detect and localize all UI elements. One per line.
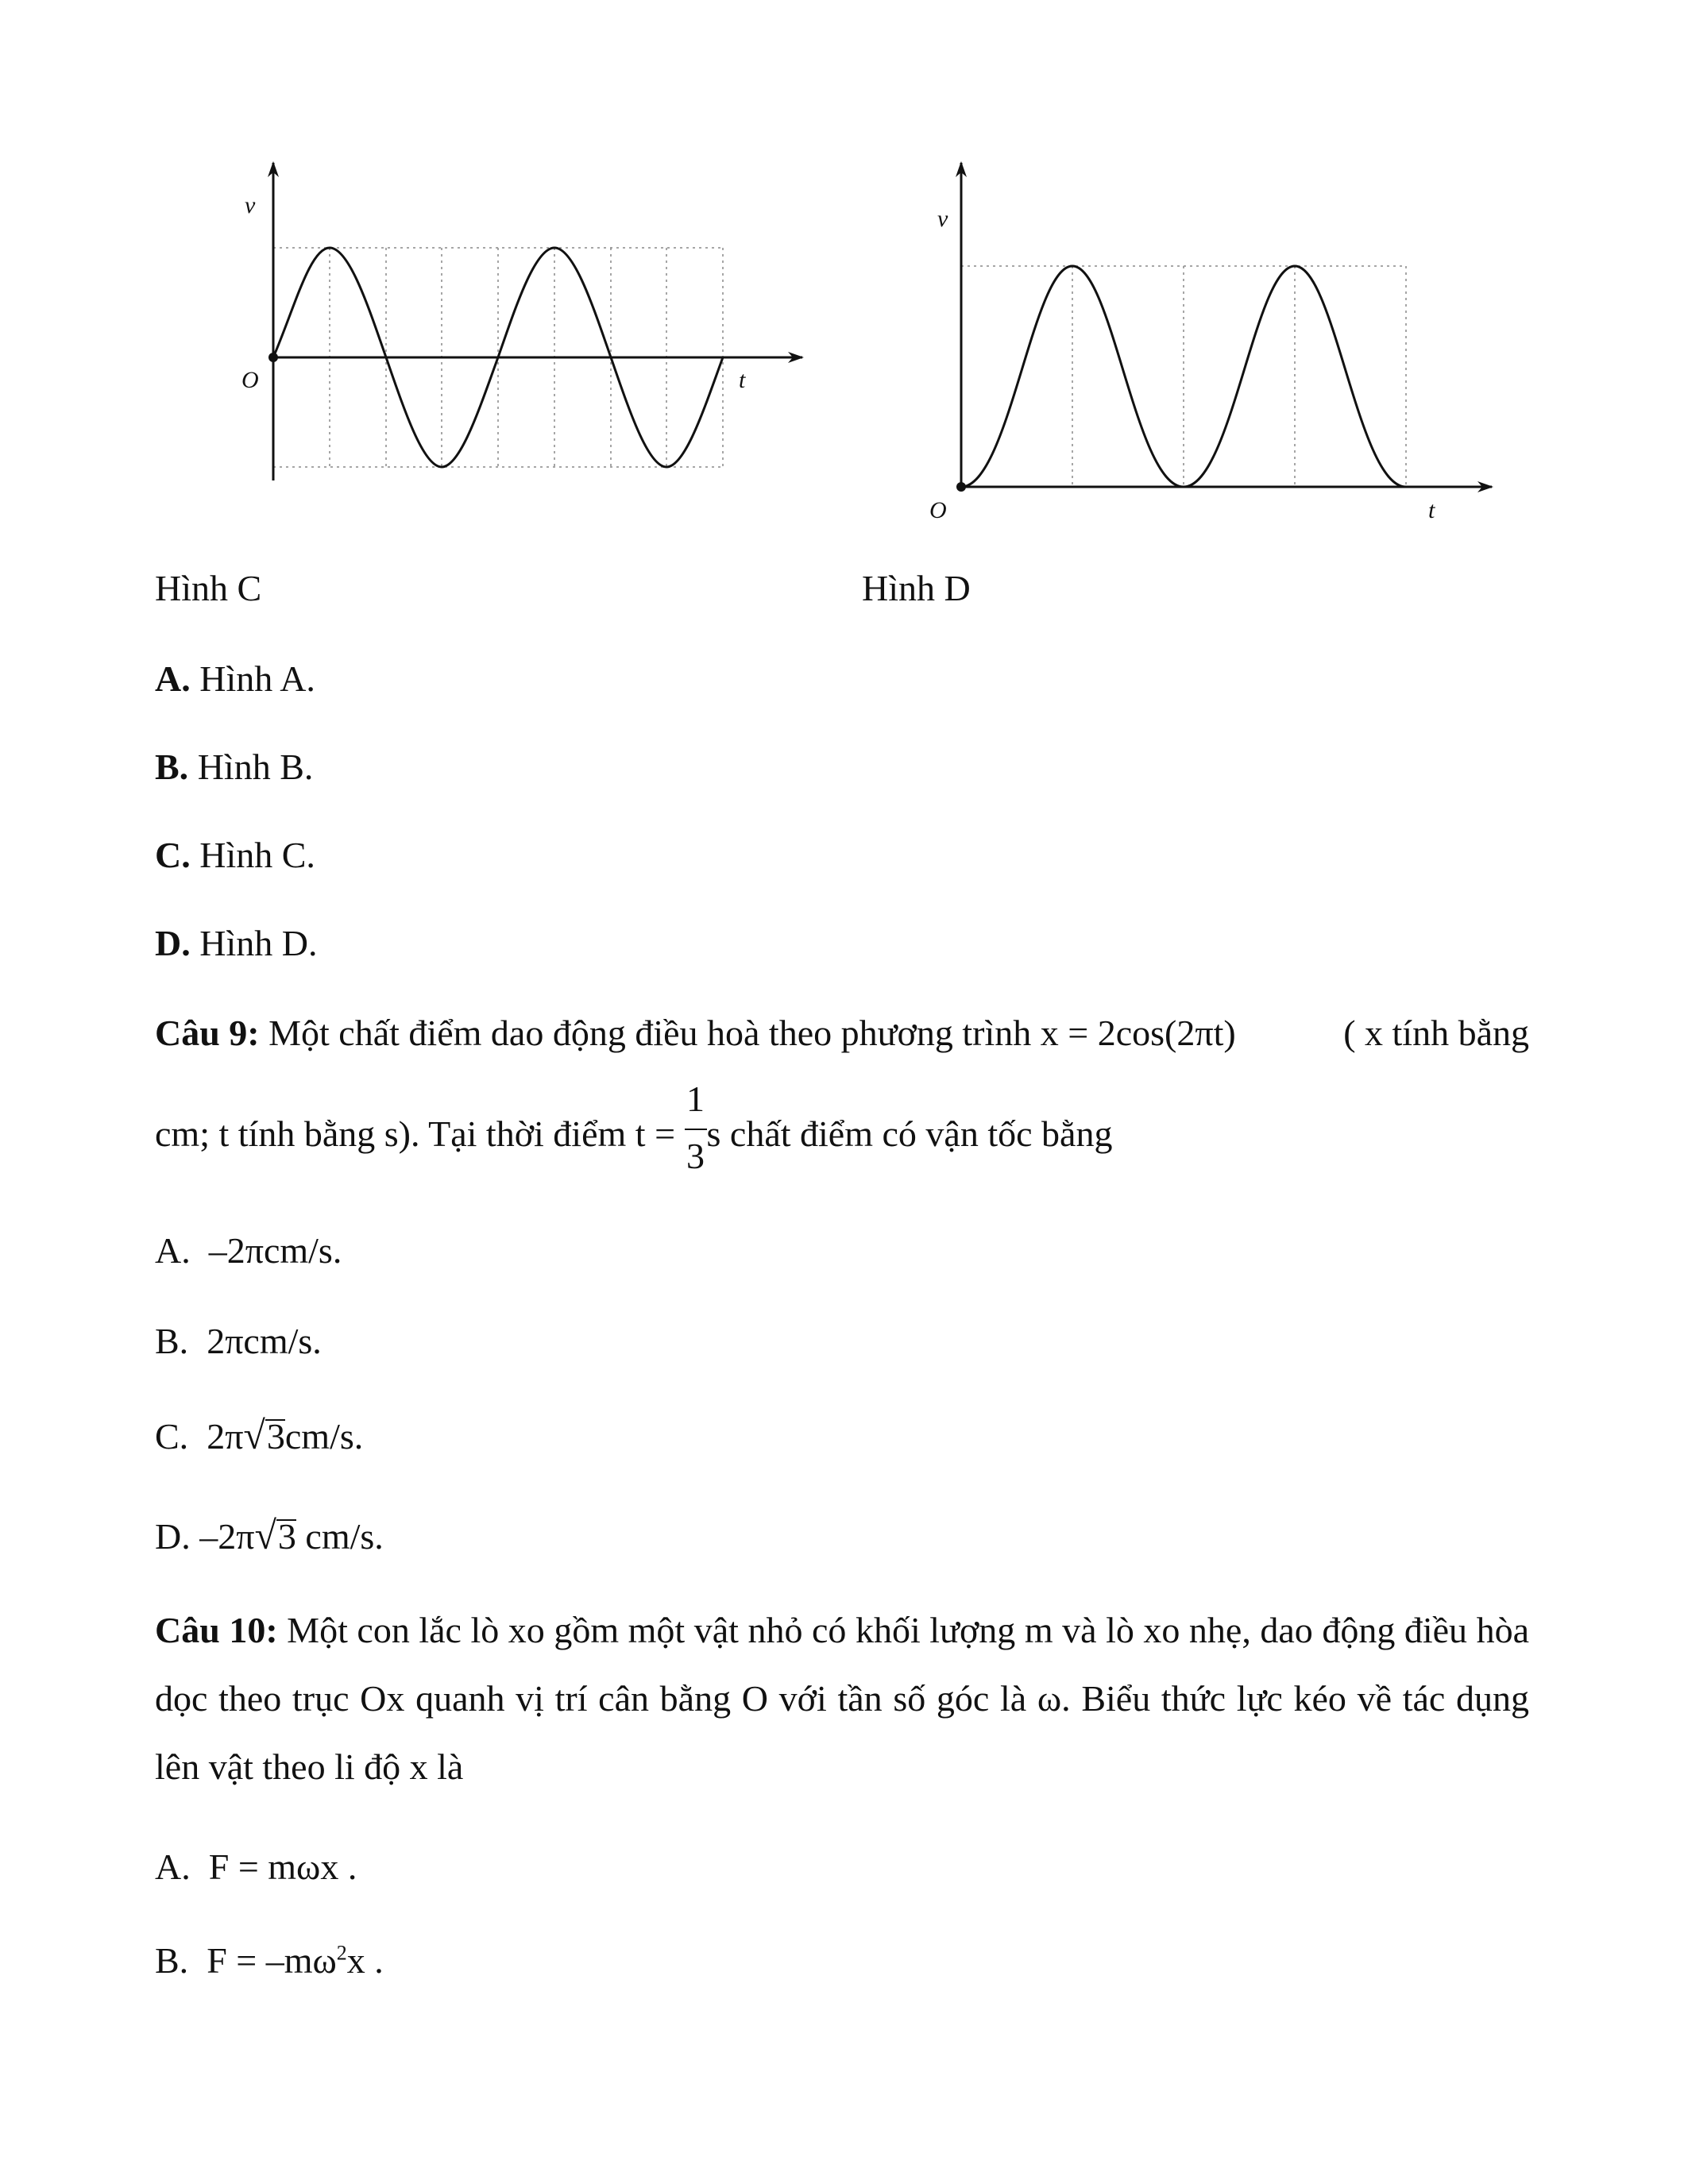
q9-option-a[interactable] — [155, 1230, 342, 1271]
figure-d-origin-label: O — [929, 497, 947, 523]
sqrt-icon: √ — [243, 1413, 265, 1457]
figure-d-graph — [925, 159, 1513, 524]
figure-c-caption: Hình C — [155, 568, 262, 608]
q9-option-c-value: 2π — [207, 1416, 244, 1457]
q8-option-c-text: Hình C. — [190, 835, 315, 875]
q9-label: Câu 9: — [155, 1013, 260, 1053]
q9-option-d-root: 3 — [277, 1516, 296, 1557]
q10-option-b-letter: B. — [155, 1940, 189, 1981]
q9-option-d-unit: cm/s. — [295, 1516, 384, 1557]
q10-option-a[interactable] — [155, 1846, 357, 1887]
q10-option-b-formula: F = –mω — [207, 1940, 337, 1981]
q10-text: Một con lắc lò xo gồm một vật nhỏ có khối lượng m và lò xo nhẹ, dao động điều hòa dọc theo trục Ox quanh vị trí cân bằng O với tần số góc là ω. Biểu thức lực kéo về tác dụng lên vật theo li độ x là — [155, 1610, 1529, 1787]
q9-fraction-denominator: 3 — [686, 1136, 705, 1177]
figure-c-t-label: t — [739, 367, 746, 393]
q9-option-d[interactable] — [155, 1513, 384, 1557]
q9-text-2: cm; t tính bằng s). Tại thời điểm t = — [155, 1113, 685, 1154]
q9-fraction-bar — [685, 1129, 707, 1130]
q9-option-b[interactable] — [155, 1323, 322, 1360]
figure-d-v-label: v — [937, 206, 948, 232]
q10-paragraph — [155, 1596, 1529, 1801]
q9-option-c[interactable] — [155, 1413, 364, 1457]
q9-line-2 — [155, 1078, 1113, 1177]
q9-line-1 — [155, 1015, 1529, 1051]
q9-fraction — [685, 1078, 707, 1177]
q9-text-2-end: s chất điểm có vận tốc bằng — [706, 1113, 1113, 1154]
q10-label: Câu 10: — [155, 1610, 278, 1650]
q9-option-c-unit: cm/s. — [284, 1416, 364, 1457]
figure-d-t-label: t — [1428, 497, 1435, 523]
figure-c-graph — [230, 151, 834, 500]
q8-option-b[interactable] — [155, 749, 313, 785]
q8-option-c-letter: C. — [155, 835, 191, 875]
sqrt-icon: √ — [254, 1513, 276, 1557]
q9-option-b-value: 2πcm/s. — [207, 1321, 322, 1361]
q9-option-a-letter: A. — [155, 1230, 191, 1271]
q9-option-c-root: 3 — [266, 1416, 285, 1457]
figure-d-grid — [961, 266, 1406, 487]
q10-option-b[interactable] — [155, 1940, 384, 1981]
q9-equation: x = 2cos(2πt) — [1040, 1013, 1236, 1053]
q9-option-d-value: –2π — [199, 1516, 255, 1557]
q8-option-d-letter: D. — [155, 923, 191, 963]
q9-option-d-letter: D. — [155, 1516, 191, 1557]
q8-option-a-text: Hình A. — [190, 658, 315, 699]
q8-option-d[interactable] — [155, 925, 317, 962]
q8-option-d-text: Hình D. — [190, 923, 318, 963]
q8-option-a[interactable] — [155, 658, 315, 699]
q8-option-b-letter: B. — [155, 747, 189, 787]
q10-option-a-formula: F = mωx . — [208, 1846, 357, 1887]
q9-option-a-value: –2πcm/s. — [208, 1230, 342, 1271]
q10-option-a-letter: A. — [155, 1846, 191, 1887]
q9-option-b-letter: B. — [155, 1321, 189, 1361]
q9-text-1-end: ( x tính bằng — [1343, 1013, 1529, 1053]
q10-option-b-exponent: 2 — [336, 1941, 347, 1965]
figure-d-caption: Hình D — [862, 568, 971, 608]
q8-option-c[interactable] — [155, 837, 315, 874]
q8-option-b-text: Hình B. — [188, 747, 314, 787]
q9-text-1: Một chất điểm dao động điều hoà theo phương trình — [259, 1013, 1041, 1053]
q9-fraction-numerator: 1 — [686, 1078, 705, 1120]
figure-c-origin-label: O — [241, 367, 259, 393]
q10-option-b-formula-end: x . — [346, 1940, 384, 1981]
q9-option-c-letter: C. — [155, 1416, 189, 1457]
figure-c-v-label: v — [245, 192, 256, 218]
q8-option-a-letter: A. — [155, 658, 191, 699]
